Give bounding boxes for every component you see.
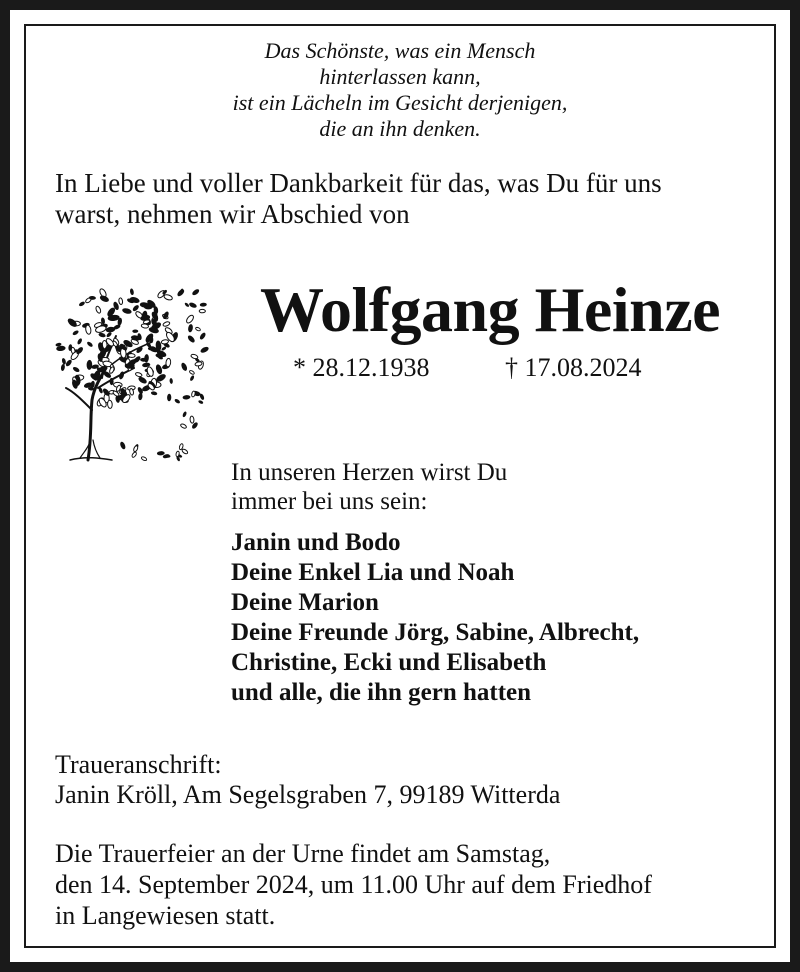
poem-line: ist ein Lächeln im Gesicht derjenigen,	[232, 90, 568, 115]
poem-quote	[100, 38, 700, 142]
address-value: Janin Kröll, Am Segelsgraben 7, 99189 Witterda	[55, 780, 561, 809]
mourning-address	[55, 750, 560, 810]
funeral-notice	[55, 838, 652, 931]
address-label: Traueranschrift:	[55, 750, 222, 779]
mourner-line: und alle, die ihn gern hatten	[231, 679, 532, 706]
mourner-line: Christine, Ecki und Elisabeth	[231, 649, 547, 676]
tree-icon	[40, 270, 215, 470]
hearts-text	[231, 458, 507, 516]
funeral-line: Die Trauerfeier an der Urne findet am Samstag,	[55, 839, 551, 868]
mourner-line: Deine Marion	[231, 589, 379, 616]
intro-line: In Liebe und voller Dankbarkeit für das, was Du für uns	[55, 168, 662, 198]
mourner-line: Deine Freunde Jörg, Sabine, Albrecht,	[231, 619, 640, 646]
life-dates	[293, 352, 642, 384]
funeral-line: den 14. September 2024, um 11.00 Uhr auf dem Friedhof	[55, 870, 652, 899]
poem-line: Das Schönste, was ein Mensch	[264, 38, 536, 63]
mourners-list	[231, 528, 639, 708]
intro-text	[55, 168, 662, 230]
poem-line: hinterlassen kann,	[319, 64, 481, 89]
intro-line: warst, nehmen wir Abschied von	[55, 199, 410, 229]
poem-line: die an ihn denken.	[319, 116, 481, 141]
funeral-line: in Langewiesen statt.	[55, 901, 276, 930]
hearts-line: In unseren Herzen wirst Du	[231, 459, 508, 486]
mourner-line: Deine Enkel Lia und Noah	[231, 559, 515, 586]
hearts-line: immer bei uns sein:	[231, 488, 428, 515]
deceased-name: Wolfgang Heinze	[259, 274, 721, 345]
death-date: † 17.08.2024	[505, 353, 642, 382]
mourner-line: Janin und Bodo	[231, 529, 401, 556]
birth-date: * 28.12.1938	[293, 353, 430, 382]
